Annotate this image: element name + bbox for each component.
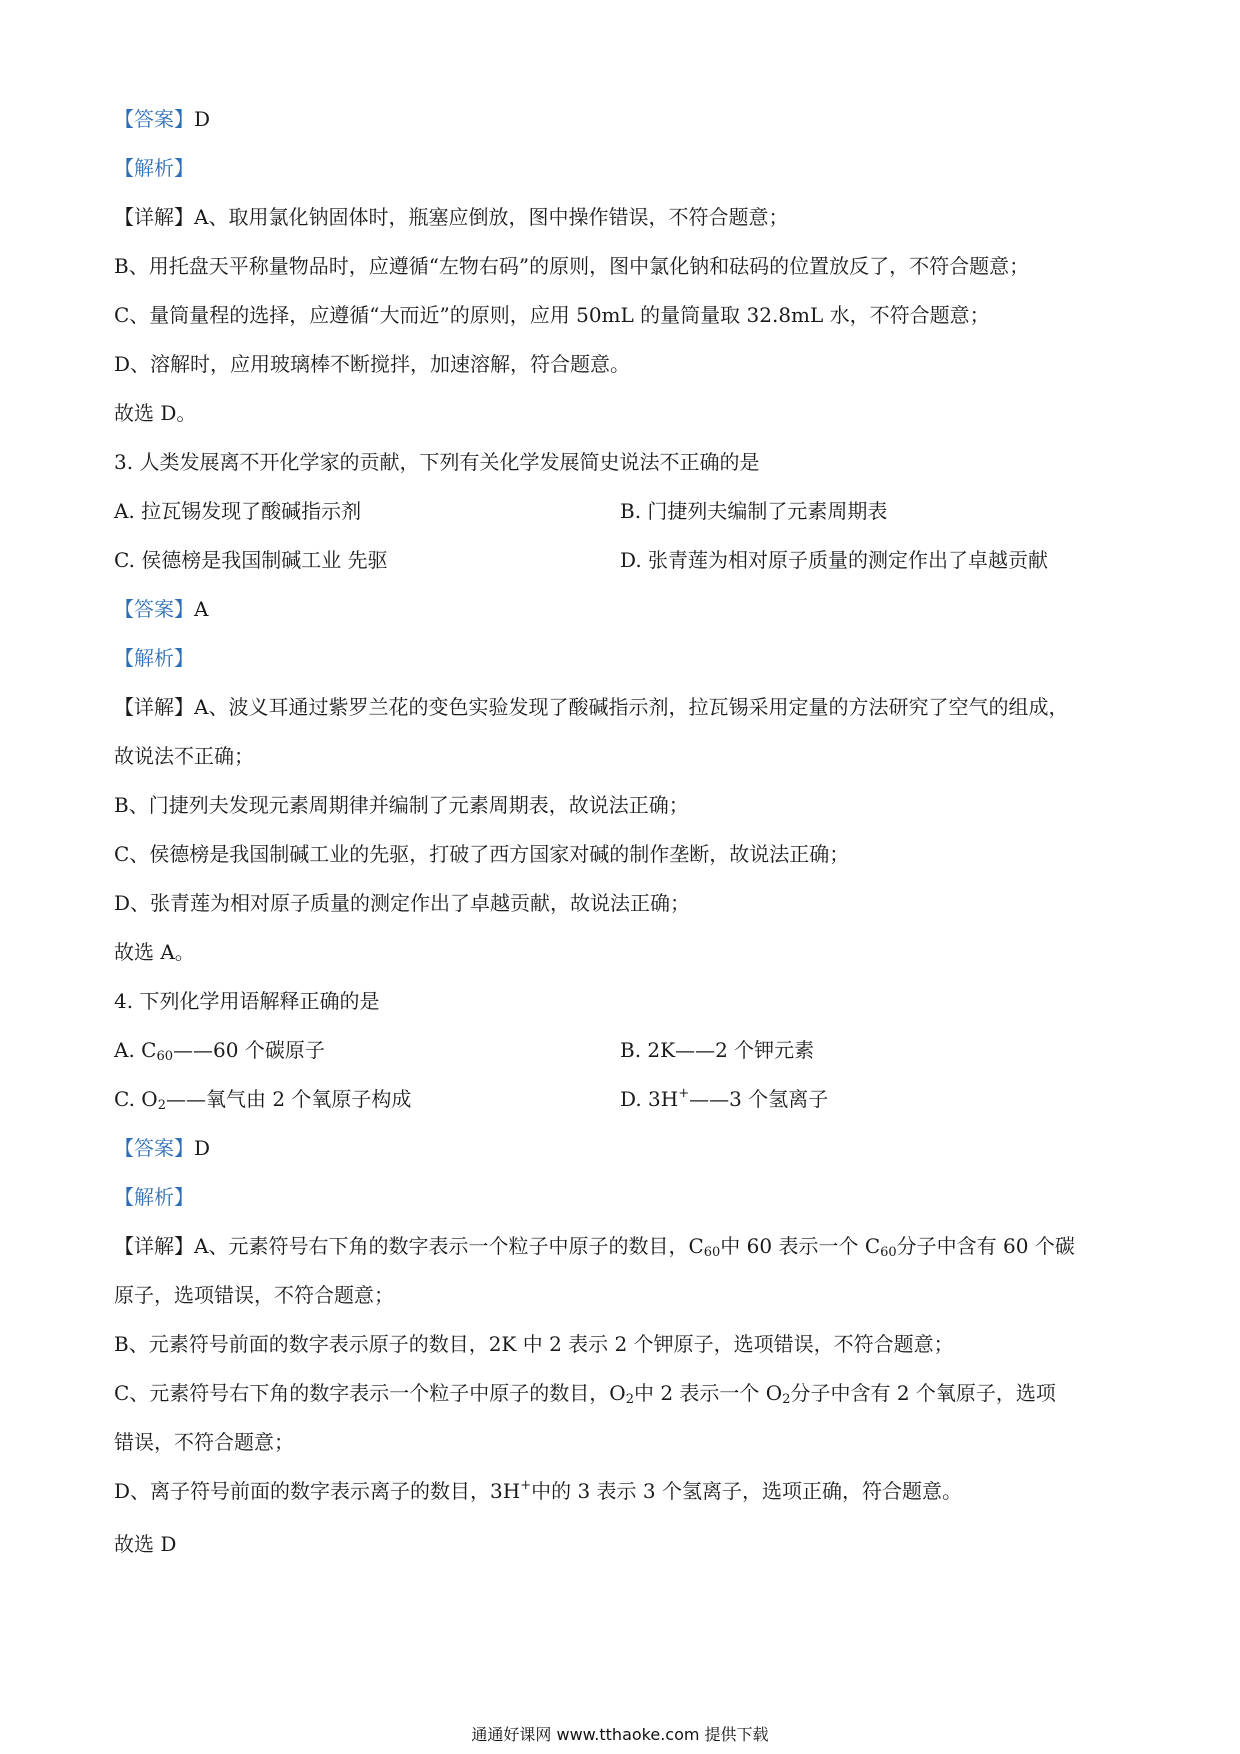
q4-analysis-tag: 【解析】 (114, 1185, 194, 1209)
q4-option-b: B. 2K——2 个钾元素 (620, 1038, 815, 1062)
q4-option-d-superscript: + (678, 1086, 690, 1101)
q3-option-d: D. 张青莲为相对原子质量的测定作出了卓越贡献 (620, 548, 1049, 572)
q4-detail-a1 (114, 1232, 1075, 1260)
answer-value: D (194, 107, 211, 131)
q4-detail-a2: 原子，选项错误，不符合题意； (114, 1283, 394, 1307)
q4-detail-d-part1: D、离子符号前面的数字表示离子的数目，3H (114, 1479, 521, 1503)
q2-conclusion: 故选 D。 (114, 401, 197, 425)
q4-detail-a1-sub1: 60 (703, 1245, 721, 1260)
q4-detail-a1-part2: 中 60 表示一个 C (720, 1234, 881, 1258)
q2-detail-b: B、用托盘天平称量物品时，应遵循“左物右码”的原则，图中氯化钠和砝码的位置放反了，不符合题意； (114, 254, 1030, 278)
q4-option-a (114, 1036, 325, 1064)
q4-detail-d-part2: 中的 3 表示 3 个氢离子，选项正确，符合题意。 (531, 1479, 962, 1503)
q4-detail-c2: 错误，不符合题意； (114, 1430, 294, 1454)
q2-detail-c: C、量筒量程的选择，应遵循“大而近”的原则，应用 50mL 的量筒量取 32.8mL 水，不符合题意； (114, 303, 990, 327)
q2-analysis-tag: 【解析】 (114, 156, 194, 180)
q3-option-c: C. 侯德榜是我国制碱工业 先驱 (114, 548, 388, 572)
q4-detail-c1 (114, 1379, 1056, 1407)
q4-option-c (114, 1085, 411, 1113)
q4-detail-c1-sub1: 2 (625, 1392, 634, 1407)
q4-option-a-text: ——60 个碳原子 (173, 1038, 325, 1062)
answer-tag: 【答案】 (114, 107, 194, 131)
q3-stem: 3. 人类发展离不开化学家的贡献，下列有关化学发展简史说法不正确的是 (114, 450, 760, 474)
q4-option-a-prefix: A. C (114, 1038, 157, 1062)
q3-option-a: A. 拉瓦锡发现了酸碱指示剂 (114, 499, 362, 523)
q4-detail-a1-part1: 【详解】A、元素符号右下角的数字表示一个粒子中原子的数目，C (114, 1234, 704, 1258)
q4-detail-d-superscript: + (520, 1478, 532, 1493)
q2-answer (114, 105, 210, 133)
q4-option-a-subscript: 60 (156, 1049, 174, 1064)
q4-detail-a1-sub2: 60 (880, 1245, 897, 1260)
q4-option-d-prefix: D. 3H (620, 1087, 679, 1111)
answer-value: D (194, 1136, 211, 1160)
q4-detail-c1-sub2: 2 (782, 1392, 791, 1407)
q4-detail-a1-part3: 分子中含有 60 个碳 (896, 1234, 1075, 1258)
q4-option-c-prefix: C. O (114, 1087, 158, 1111)
q4-stem: 4. 下列化学用语解释正确的是 (114, 989, 380, 1013)
answer-tag: 【答案】 (114, 597, 194, 621)
q4-option-c-text: ——氧气由 2 个氧原子构成 (165, 1087, 412, 1111)
q3-detail-d: D、张青莲为相对原子质量的测定作出了卓越贡献，故说法正确； (114, 891, 691, 915)
answer-tag: 【答案】 (114, 1136, 194, 1160)
q4-option-d-text: ——3 个氢离子 (689, 1087, 829, 1111)
q4-detail-c1-part2: 中 2 表示一个 O (633, 1381, 783, 1405)
q2-detail-a: 【详解】A、取用氯化钠固体时，瓶塞应倒放，图中操作错误，不符合题意； (114, 205, 789, 229)
q3-options-row-1 (114, 497, 361, 525)
q3-answer (114, 595, 208, 623)
q3-detail-a2: 故说法不正确； (114, 744, 254, 768)
q3-detail-b: B、门捷列夫发现元素周期律并编制了元素周期表，故说法正确； (114, 793, 689, 817)
page-footer: 通通好课网 www.tthaoke.com 提供下载 (471, 1725, 769, 1744)
q4-detail-c1-part3: 分子中含有 2 个氧原子，选项 (790, 1381, 1056, 1405)
q3-conclusion: 故选 A。 (114, 940, 195, 964)
q3-analysis-tag: 【解析】 (114, 646, 194, 670)
q4-detail-b: B、元素符号前面的数字表示原子的数目，2K 中 2 表示 2 个钾原子，选项错误，不符合题意； (114, 1332, 954, 1356)
q4-detail-d (114, 1477, 962, 1505)
q3-option-b: B. 门捷列夫编制了元素周期表 (620, 499, 888, 523)
q2-detail-d: D、溶解时，应用玻璃棒不断搅拌，加速溶解，符合题意。 (114, 352, 631, 376)
q4-conclusion: 故选 D (114, 1532, 177, 1556)
q4-option-c-subscript: 2 (157, 1098, 166, 1113)
q4-detail-c1-part1: C、元素符号右下角的数字表示一个粒子中原子的数目，O (114, 1381, 626, 1405)
q3-detail-c: C、侯德榜是我国制碱工业的先驱，打破了西方国家对碱的制作垄断，故说法正确； (114, 842, 850, 866)
q4-option-d (620, 1085, 828, 1113)
answer-value: A (194, 597, 209, 621)
q3-detail-a1: 【详解】A、波义耳通过紫罗兰花的变色实验发现了酸碱指示剂，拉瓦锡采用定量的方法研究了空气的组成， (114, 695, 1069, 719)
q4-answer (114, 1134, 210, 1162)
